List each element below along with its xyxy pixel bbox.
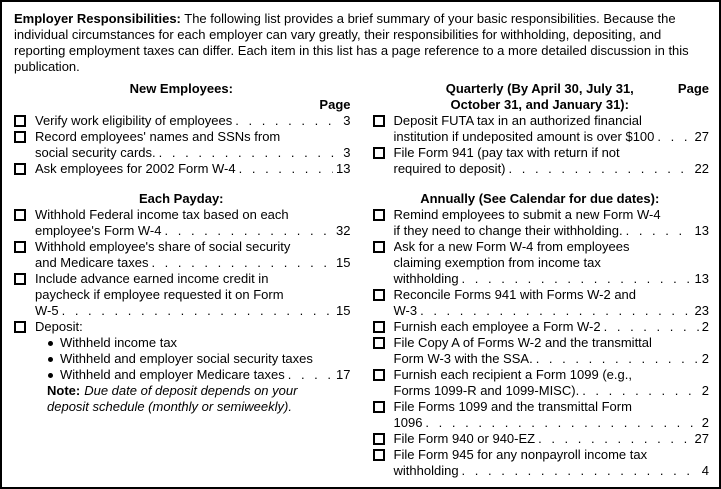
checkbox[interactable] — [373, 147, 385, 159]
item-line: File Form 945 for any nonpayroll income tax — [393, 447, 648, 462]
dot-leader — [420, 303, 691, 319]
checkbox[interactable] — [14, 115, 26, 127]
checklist-item — [371, 335, 710, 367]
section-title: October 31, and January 31): — [450, 97, 629, 112]
item-line: Remind employees to submit a new Form W-4 — [393, 207, 661, 222]
page-ref: 27 — [694, 431, 709, 446]
section-header — [12, 191, 351, 207]
left-column — [12, 81, 351, 479]
bullet-icon — [48, 341, 53, 346]
page-ref: 2 — [701, 383, 709, 398]
page-ref: 27 — [694, 129, 709, 144]
dot-leader — [582, 383, 699, 399]
page-ref: 3 — [343, 113, 351, 128]
page-ref: 22 — [694, 161, 709, 176]
section-title: Each Payday: — [138, 191, 224, 206]
checkbox[interactable] — [14, 241, 26, 253]
item-line: Withhold Federal income tax based on each — [35, 207, 289, 222]
checkbox[interactable] — [373, 321, 385, 333]
item-line: social security cards. — [35, 145, 156, 160]
bullet-text: Withheld and employer Medicare taxes — [60, 367, 285, 382]
checklist-item — [371, 447, 710, 479]
checkbox[interactable] — [14, 273, 26, 285]
dot-leader — [538, 431, 691, 447]
page-ref: 17 — [336, 367, 351, 382]
intro-paragraph — [14, 11, 707, 75]
checklist-item — [371, 239, 710, 287]
checklist-item — [371, 399, 710, 431]
item-line: Deposit: — [35, 319, 83, 334]
item-line: Withhold employee's share of social security — [35, 239, 291, 254]
section-annually — [371, 191, 710, 479]
page-column-label: Page — [319, 97, 351, 112]
item-line: Forms 1099-R and 1099-MISC). — [393, 383, 580, 398]
dot-leader — [626, 223, 692, 239]
item-line: and Medicare taxes — [35, 255, 149, 270]
item-line: withholding — [393, 463, 459, 478]
page-ref: 13 — [694, 223, 709, 238]
item-line: Furnish each employee a Form W-2 — [393, 319, 601, 334]
item-line: Include advance earned income credit in — [35, 271, 269, 286]
dot-leader — [165, 223, 334, 239]
dot-leader — [239, 161, 333, 177]
section-new-employees — [12, 81, 351, 177]
bullet-icon — [48, 373, 53, 378]
item-line: Furnish each recipient a Form 1099 (e.g., — [393, 367, 632, 382]
item-line: Ask for a new Form W-4 from employees — [393, 239, 630, 254]
checkbox[interactable] — [373, 433, 385, 445]
page-ref: 13 — [336, 161, 351, 176]
checkbox[interactable] — [14, 321, 26, 333]
dot-leader — [657, 129, 691, 145]
note-text: Due date of deposit depends on your — [84, 383, 298, 398]
bullet-item — [47, 351, 351, 367]
page-ref: 2 — [701, 319, 709, 334]
checklist-item — [12, 161, 351, 177]
dot-leader — [288, 367, 333, 383]
item-line: Record employees' names and SSNs from — [35, 129, 281, 144]
checklist-item-deposit — [12, 319, 351, 415]
section-header — [371, 81, 710, 113]
checklist-item — [371, 145, 710, 177]
intro-body-text: The following list provides a brief summary of your basic responsibilities. Because the individual circumstances for each employer can vary greatly, their responsibilities for withholding, depositing, and reporting employment taxes can differ. Each item in this list has a page reference to a more detailed discussion in this publication. — [14, 11, 689, 74]
checklist-item — [371, 431, 710, 447]
right-column — [371, 81, 710, 479]
section-header — [12, 81, 351, 113]
item-line: claiming exemption from income tax — [393, 255, 601, 270]
section-header — [371, 191, 710, 207]
bullet-item — [47, 367, 351, 383]
page-column-label: Page — [677, 81, 709, 96]
dot-leader — [62, 303, 333, 319]
page-ref: 13 — [694, 271, 709, 286]
item-line: W-3 — [393, 303, 418, 318]
item-line: File Form 941 (pay tax with return if not — [393, 145, 620, 160]
item-line: File Forms 1099 and the transmittal Form — [393, 399, 632, 414]
two-column-layout — [12, 81, 709, 479]
item-line: W-5 — [35, 303, 59, 318]
page-ref: 32 — [336, 223, 351, 238]
bullet-icon — [48, 357, 53, 362]
checkbox[interactable] — [373, 115, 385, 127]
checklist-item — [12, 239, 351, 271]
dot-leader — [151, 255, 333, 271]
item-line: required to deposit) — [393, 161, 506, 176]
checkbox[interactable] — [373, 241, 385, 253]
checklist-item — [12, 113, 351, 129]
section-title: New Employees: — [129, 81, 233, 96]
section-each-payday — [12, 191, 351, 415]
dot-leader — [425, 415, 698, 431]
checkbox[interactable] — [373, 337, 385, 349]
section-title: Quarterly (By April 30, July 31, — [445, 81, 634, 96]
item-line: File Copy A of Forms W-2 and the transmittal — [393, 335, 652, 350]
item-line: Form W-3 with the SSA. — [393, 351, 533, 366]
checklist-item — [371, 319, 710, 335]
dot-leader — [159, 145, 341, 161]
checklist-item — [12, 207, 351, 239]
note-text: deposit schedule (monthly or semiweekly). — [47, 399, 292, 414]
checkbox[interactable] — [373, 289, 385, 301]
item-line: withholding — [393, 271, 459, 286]
item-line: institution if undeposited amount is over $100 — [393, 129, 655, 144]
note-label: Note: — [47, 383, 81, 398]
item-line: if they need to change their withholding. — [393, 223, 623, 238]
intro-bold-label: Employer Responsibilities: — [14, 11, 181, 26]
item-line: Ask employees for 2002 Form W-4 — [35, 161, 236, 176]
dot-leader — [536, 351, 699, 367]
dot-leader — [462, 271, 692, 287]
item-line: Verify work eligibility of employees — [35, 113, 233, 128]
page-ref: 2 — [701, 351, 709, 366]
section-quarterly — [371, 81, 710, 177]
checkbox[interactable] — [373, 401, 385, 413]
item-line: Reconcile Forms 941 with Forms W-2 and — [393, 287, 637, 302]
page-ref: 4 — [701, 463, 709, 478]
item-line: employee's Form W-4 — [35, 223, 162, 238]
item-line: Deposit FUTA tax in an authorized financial — [393, 113, 642, 128]
checklist-item — [12, 271, 351, 319]
checklist-item — [371, 207, 710, 239]
checkbox[interactable] — [14, 209, 26, 221]
page-ref: 15 — [336, 303, 351, 318]
deposit-note — [35, 383, 351, 415]
checkbox[interactable] — [14, 163, 26, 175]
page-ref: 3 — [343, 145, 351, 160]
checkbox[interactable] — [14, 131, 26, 143]
item-line: 1096 — [393, 415, 423, 430]
page-ref: 23 — [694, 303, 709, 318]
bullet-text: Withheld and employer social security taxes — [60, 351, 313, 366]
page-ref: 2 — [701, 415, 709, 430]
checkbox[interactable] — [373, 369, 385, 381]
section-title: Annually (See Calendar for due dates): — [420, 191, 660, 206]
item-line: File Form 940 or 940-EZ — [393, 431, 536, 446]
checklist-item — [12, 129, 351, 161]
dot-leader — [462, 463, 699, 479]
page-ref: 15 — [336, 255, 351, 270]
bullet-item — [47, 335, 351, 351]
dot-leader — [235, 113, 340, 129]
item-line: paycheck if employee requested it on Form — [35, 287, 284, 302]
deposit-bullet-list — [35, 335, 351, 383]
dot-leader — [604, 319, 699, 335]
checklist-item — [371, 367, 710, 399]
checklist-item — [371, 287, 710, 319]
checklist-item — [371, 113, 710, 145]
checkbox[interactable] — [373, 209, 385, 221]
dot-leader — [509, 161, 692, 177]
bullet-text: Withheld income tax — [60, 335, 178, 350]
checkbox[interactable] — [373, 449, 385, 461]
